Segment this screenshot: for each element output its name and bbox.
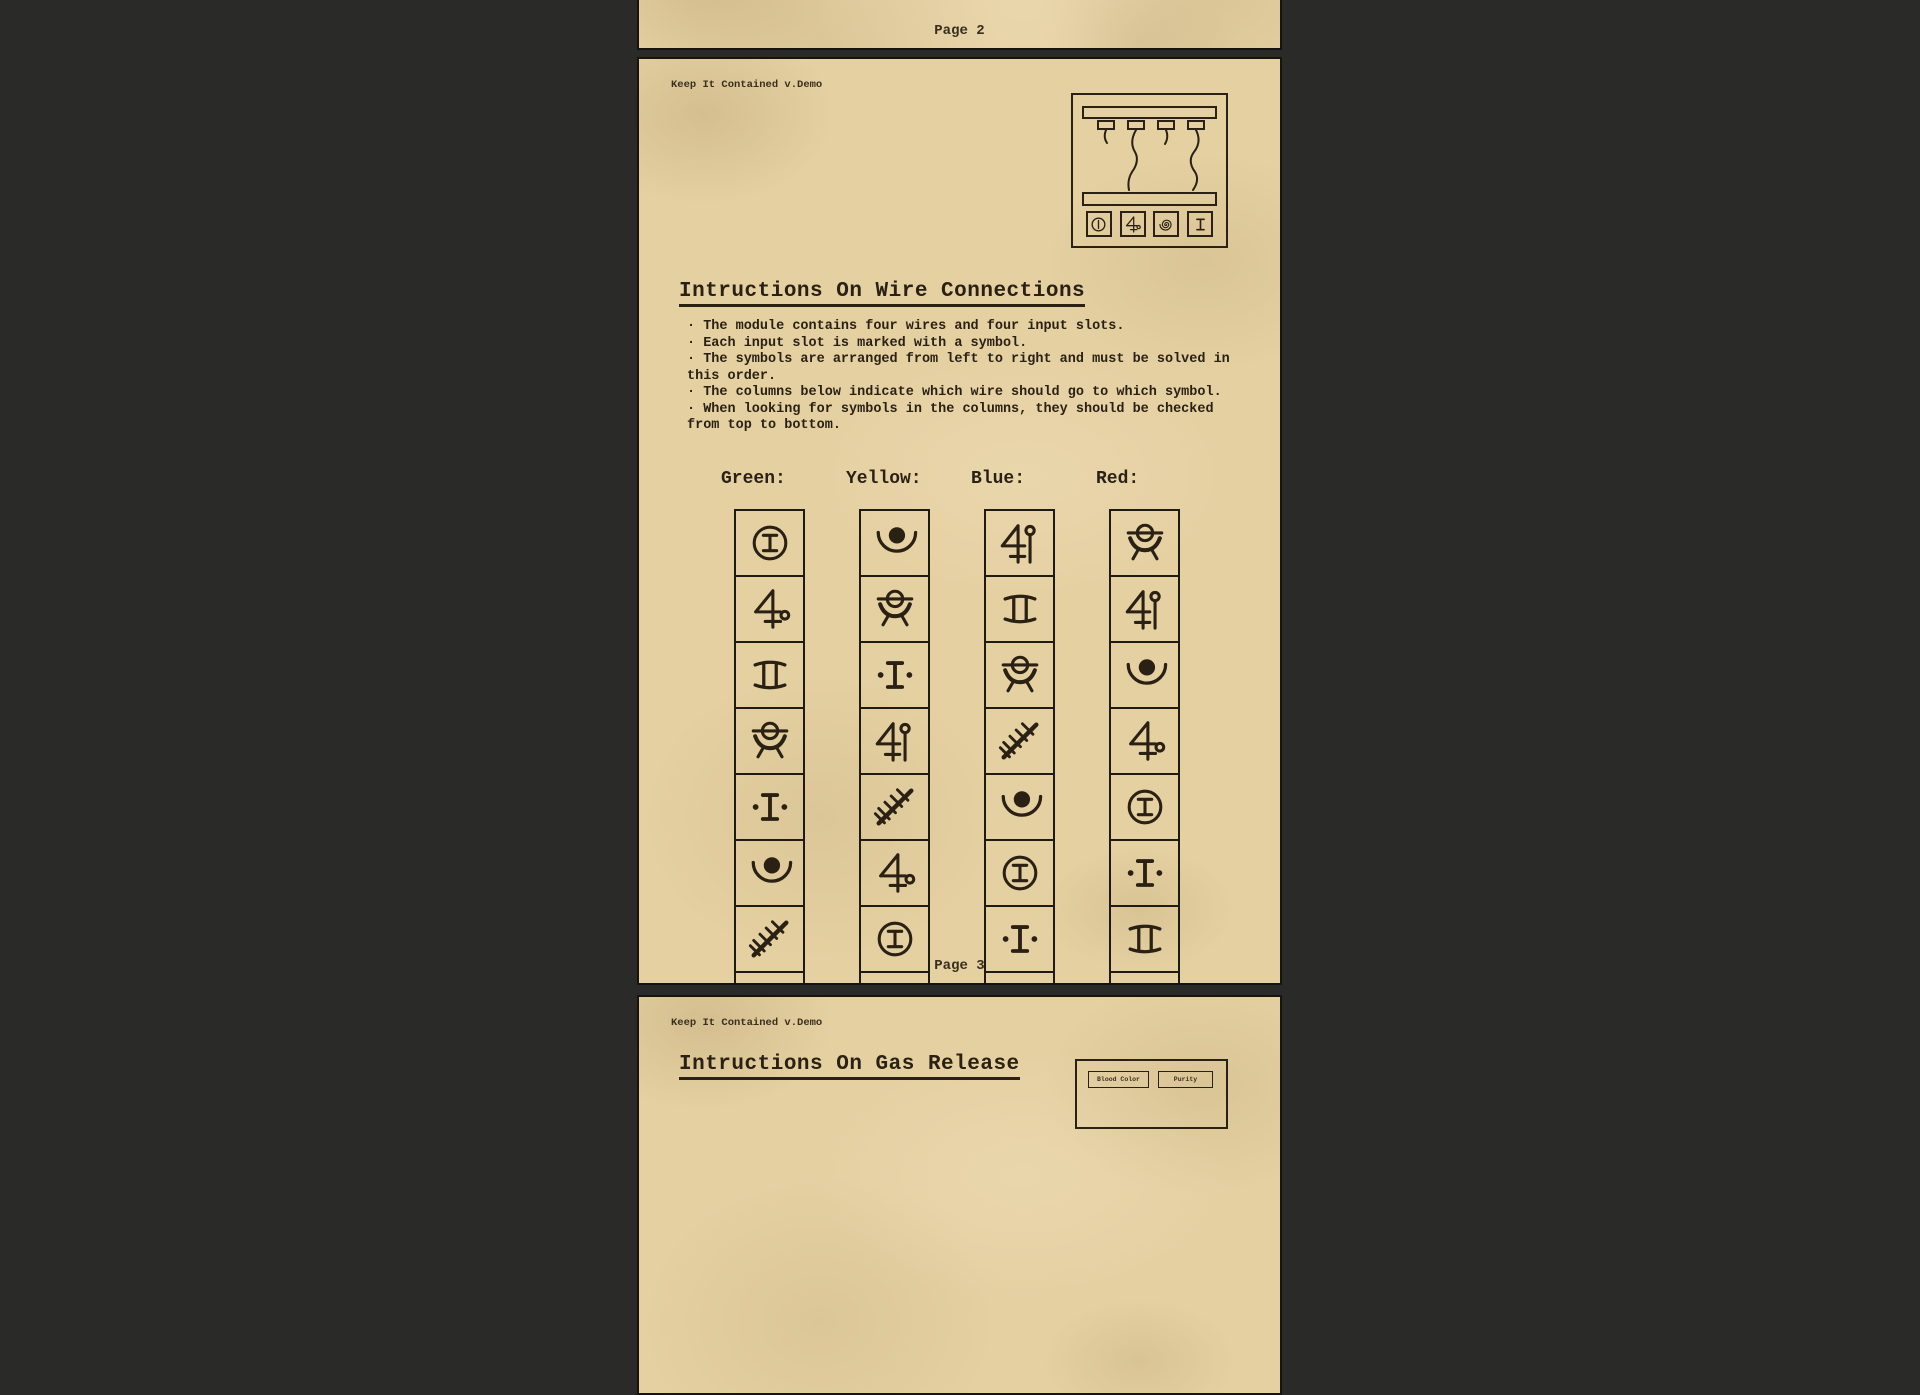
circled-bar-icon: [1089, 215, 1108, 234]
page-sheet-main: [637, 57, 1282, 985]
orb-crescent-icon: [997, 784, 1043, 830]
symbol-slot: [1153, 211, 1179, 237]
module-bottom-bar: [1082, 192, 1217, 206]
page-number: Page 3: [934, 958, 985, 974]
crosshatch-icon: [747, 916, 793, 962]
circled-i-icon: [997, 850, 1043, 896]
module-slot-row: [1082, 211, 1217, 237]
symbol-cell: [984, 839, 1055, 907]
jupiter-ring-top-icon: [997, 520, 1043, 566]
symbol-column: [971, 468, 1055, 986]
spiral-icon: [1157, 215, 1176, 234]
symbol-grid: [721, 468, 1248, 986]
symbol-cell: [1109, 575, 1180, 643]
dotted-i-icon: [872, 652, 918, 698]
wire-tab: [1097, 120, 1115, 130]
symbol-cell: [1109, 707, 1180, 775]
dotted-i-icon: [747, 784, 793, 830]
symbol-cell: [734, 641, 805, 709]
symbol-cell: [984, 773, 1055, 841]
theta-crescent-icon: [997, 652, 1043, 698]
symbol-cell: [734, 509, 805, 577]
column-label: Blue:: [971, 468, 1026, 489]
gas-module-diagram: [1075, 1059, 1228, 1129]
symbol-cell: [1109, 509, 1180, 577]
page-title: Intructions On Gas Release: [679, 1053, 1020, 1080]
symbol-cell: [1109, 839, 1180, 907]
orb-crescent-icon: [872, 520, 918, 566]
symbol-cell: [859, 509, 930, 577]
jupiter-ring-top-icon: [747, 982, 793, 986]
document-header: Keep It Contained v.Demo: [671, 79, 823, 91]
page-number: Page 2: [934, 23, 985, 39]
symbol-cell: [984, 575, 1055, 643]
symbol-column: [721, 468, 805, 986]
dotted-i-icon: [997, 916, 1043, 962]
circled-i-icon: [872, 916, 918, 962]
symbol-cell: [984, 509, 1055, 577]
instruction-bullet: · The columns below indicate which wire should go to which symbol.: [687, 385, 1222, 400]
wire-tab: [1127, 120, 1145, 130]
jupiter-ring-right-icon: [1122, 718, 1168, 764]
column-label: Red:: [1096, 468, 1140, 489]
gemini-icon: [1122, 916, 1168, 962]
instruction-bullet: · The symbols are arranged from left to right and must be solved in this order.: [687, 352, 1230, 384]
jupiter-ring-right-icon: [997, 982, 1043, 986]
crosshatch-icon: [1122, 982, 1168, 986]
jupiter-ring-right-icon: [872, 850, 918, 896]
dotted-i-icon: [1122, 850, 1168, 896]
symbol-cell: [1109, 773, 1180, 841]
instruction-bullet: · The module contains four wires and four input slots.: [687, 319, 1125, 334]
column-label: Green:: [721, 468, 786, 489]
column-label: Yellow:: [846, 468, 922, 489]
jupiter-ring-right-icon: [747, 586, 793, 632]
gemini-icon: [872, 982, 918, 986]
wires-illustration: [1073, 130, 1225, 192]
jupiter-ring-right-icon: [1123, 215, 1142, 234]
orb-crescent-icon: [747, 850, 793, 896]
instruction-list: [687, 319, 1248, 435]
module-top-bar: [1082, 106, 1217, 119]
jupiter-ring-top-icon: [1122, 586, 1168, 632]
instruction-bullet: · Each input slot is marked with a symbol.: [687, 335, 1028, 351]
orb-crescent-icon: [1122, 652, 1168, 698]
crosshatch-icon: [997, 718, 1043, 764]
jupiter-ring-top-icon: [872, 718, 918, 764]
symbol-cell: [859, 839, 930, 907]
wire-module-diagram: [1071, 93, 1228, 248]
theta-crescent-icon: [872, 586, 918, 632]
wire-tab: [1187, 120, 1205, 130]
symbol-column: [846, 468, 930, 986]
symbol-cell: [859, 707, 930, 775]
theta-crescent-icon: [747, 718, 793, 764]
symbol-cell: [859, 641, 930, 709]
symbol-cell: [984, 707, 1055, 775]
symbol-slot: [1187, 211, 1213, 237]
crosshatch-icon: [872, 784, 918, 830]
symbol-slot: [1086, 211, 1112, 237]
symbol-column: [1096, 468, 1180, 986]
symbol-cell: [984, 641, 1055, 709]
symbol-cell: [734, 707, 805, 775]
page-sheet-next: [637, 995, 1282, 1395]
symbol-cell: [859, 575, 930, 643]
gemini-icon: [997, 586, 1043, 632]
symbol-cell: [734, 575, 805, 643]
symbol-slot: [1120, 211, 1146, 237]
symbol-cell: [859, 773, 930, 841]
gemini-icon: [747, 652, 793, 698]
document-header: Keep It Contained v.Demo: [671, 1017, 823, 1029]
symbol-cell: [1109, 641, 1180, 709]
wire-tab: [1157, 120, 1175, 130]
symbol-cell: [734, 839, 805, 907]
symbol-cell: [734, 773, 805, 841]
instruction-bullet: · When looking for symbols in the columns, they should be checked from top to bottom.: [687, 401, 1214, 433]
blood-color-box: Blood Color: [1088, 1071, 1149, 1088]
page-sheet-prev: [637, 0, 1282, 50]
purity-box: Purity: [1158, 1071, 1213, 1088]
serif-i-icon: [1191, 215, 1210, 234]
circled-i-icon: [1122, 784, 1168, 830]
page-title: Intructions On Wire Connections: [679, 280, 1085, 307]
circled-i-icon: [747, 520, 793, 566]
theta-crescent-icon: [1122, 520, 1168, 566]
